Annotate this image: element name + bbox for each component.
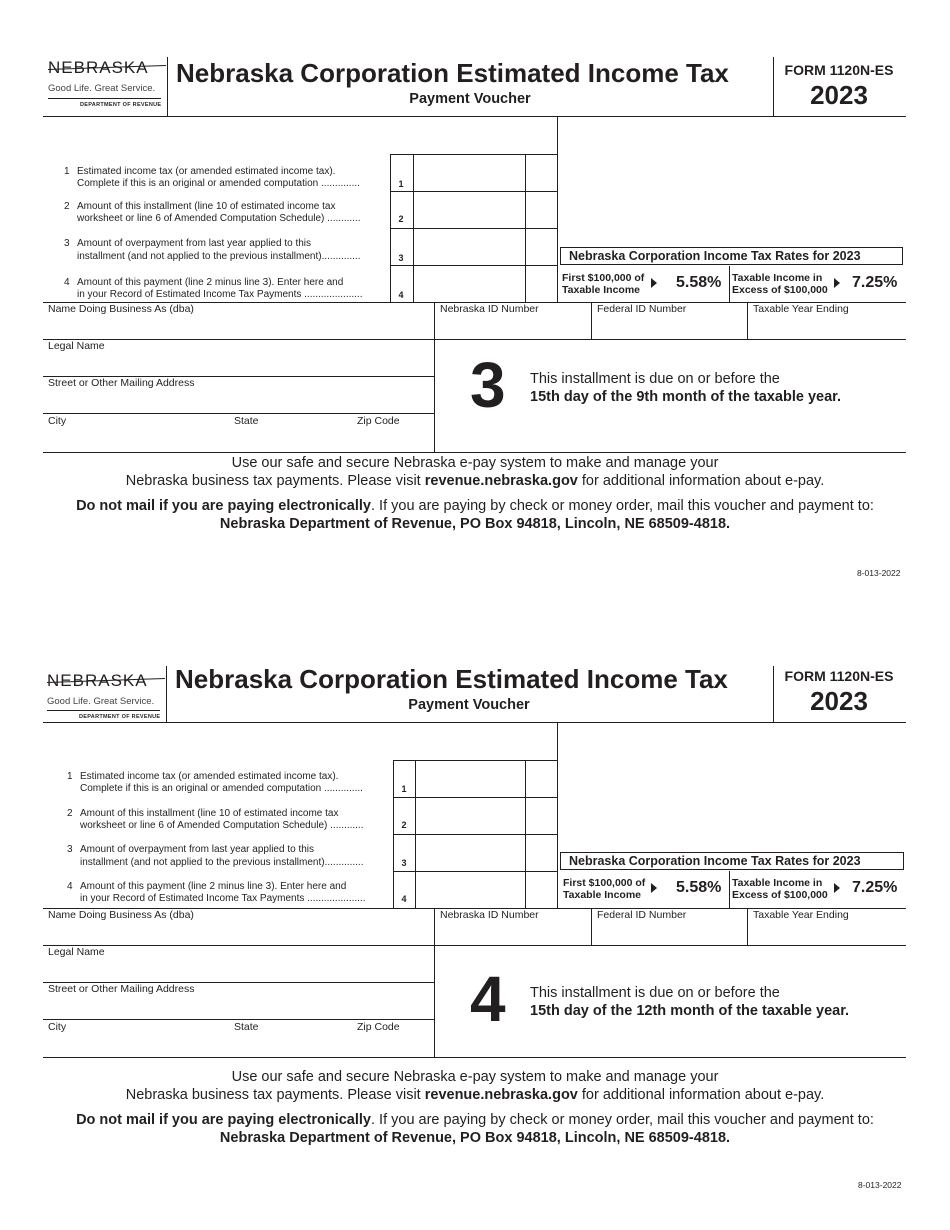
form-year: 2023	[810, 686, 868, 716]
form-title: Nebraska Corporation Estimated Income Tax	[176, 58, 729, 88]
state-label: State	[234, 1021, 259, 1033]
logo-department: DEPARTMENT OF REVENUE	[80, 102, 162, 108]
due-date-line-2: 15th day of the 12th month of the taxable year.	[530, 1003, 850, 1019]
line-4-amount-input[interactable]	[414, 266, 525, 301]
line-3-amount-input[interactable]	[416, 835, 525, 870]
mailing-address: Nebraska Department of Revenue, PO Box 94818, Lincoln, NE 68509-4818.	[219, 516, 731, 532]
line-3-amount-input[interactable]	[414, 229, 525, 264]
installment-number: 4	[470, 963, 506, 1035]
arrow-right-icon	[834, 278, 840, 288]
epay-link[interactable]: revenue.nebraska.gov	[424, 1087, 578, 1103]
dba-label: Name Doing Business As (dba)	[48, 303, 194, 315]
tax-year-ending-label: Taxable Year Ending	[753, 909, 849, 921]
federal-id-label: Federal ID Number	[597, 909, 687, 921]
epay-link[interactable]: revenue.nebraska.gov	[424, 473, 578, 489]
epay-text-2: Nebraska business tax payments. Please visit revenue.nebraska.gov for additional information about e-pay.	[125, 1087, 825, 1103]
street-address-label: Street or Other Mailing Address	[48, 377, 195, 389]
rates-title: Nebraska Corporation Income Tax Rates for 2023	[569, 854, 861, 868]
city-label: City	[48, 415, 67, 427]
street-address-label: Street or Other Mailing Address	[48, 983, 195, 995]
rate-first-label: First $100,000 of Taxable Income	[563, 877, 646, 901]
rate-excess-label: Taxable Income in Excess of $100,000	[732, 877, 828, 901]
rate-excess-value: 7.25%	[852, 274, 898, 291]
form-code: 8-013-2022	[858, 1180, 902, 1190]
epay-text-1: Use our safe and secure Nebraska e-pay system to make and manage your	[231, 1069, 719, 1085]
legal-name-label: Legal Name	[48, 340, 105, 352]
logo-tagline: Good Life. Great Service.	[48, 83, 156, 94]
form-number: FORM 1120N-ES	[784, 668, 894, 684]
rates-title: Nebraska Corporation Income Tax Rates for 2023	[569, 249, 861, 263]
arrow-right-icon	[651, 278, 657, 288]
mailing-address: Nebraska Department of Revenue, PO Box 94818, Lincoln, NE 68509-4818.	[219, 1130, 731, 1146]
epay-text-2: Nebraska business tax payments. Please visit revenue.nebraska.gov for additional information about e-pay.	[125, 473, 825, 489]
arrow-right-icon	[834, 883, 840, 893]
arrow-right-icon	[651, 883, 657, 893]
line-1-amount-input[interactable]	[414, 155, 525, 190]
form-title: Nebraska Corporation Estimated Income Tax	[175, 664, 728, 694]
voucher-installment-3: NEBRASKA Good Life. Great Service. DEPARTMENT OF REVENUE Nebraska Corporation Estimated Income Tax Payment Voucher FORM 1120N-ES 2023 1 Estimated income tax (or amended estimated income tax). Complete if this is an original or amended computation .............. 1 2 Amount of this installment (line 10 of estimated income tax worksheet or line 6 of Amended Computation Schedule) ............ 2 3 Amount of overpayment from last year applied to this installment (and not applied to the previous installment).............. 3 4 Amount of this payment (line 2 minus line 3). Enter here and in your Record of Estimated Income Tax Payments ..................... 4 Nebraska Corporation Income Tax Rates for 2023 First $100,000 of Taxable Income 5.58% Taxable Income in Excess of $100,000 7.25% Name Doing Business As (dba) Nebraska ID Number Federal ID Number Taxable Year Ending Legal Name Street or Other Mailing Address City State Zip Code 3 This installment is due on or before the 15th day of the 9th month of the taxable year. Use our safe and secure Nebraska e-pay system to make and manage your Nebraska business tax payments. Please visit revenue.nebraska.gov for additional information about e-pay. Do not mail if you are paying electronically. If you are paying by check or money order, mail this voucher and payment to: Nebraska Department of Revenue, PO Box 94818, Lincoln, NE 68509-4818. 8-013-2022	[0, 0, 950, 560]
city-label: City	[48, 1021, 67, 1033]
due-date-line-2: 15th day of the 9th month of the taxable year.	[530, 389, 842, 405]
logo-department: DEPARTMENT OF REVENUE	[79, 714, 161, 720]
line-2-amount-input[interactable]	[416, 798, 525, 833]
voucher-installment-4: NEBRASKA Good Life. Great Service. DEPARTMENT OF REVENUE Nebraska Corporation Estimated Income Tax Payment Voucher FORM 1120N-ES 2023 1 Estimated income tax (or amended estimated income tax). Complete if this is an original or amended computation .............. 1 2 Amount of this installment (line 10 of estimated income tax worksheet or line 6 of Amended Computation Schedule) ............ 2 3 Amount of overpayment from last year applied to this installment (and not applied to the previous installment).............. 3 4 Amount of this payment (line 2 minus line 3). Enter here and in your Record of Estimated Income Tax Payments ..................... 4 Nebraska Corporation Income Tax Rates for 2023 First $100,000 of Taxable Income 5.58% Taxable Income in Excess of $100,000 7.25% Name Doing Business As (dba) Nebraska ID Number Federal ID Number Taxable Year Ending Legal Name Street or Other Mailing Address City State Zip Code 4 This installment is due on or before the 15th day of the 12th month of the taxable year. Use our safe and secure Nebraska e-pay system to make and manage your Nebraska business tax payments. Please visit revenue.nebraska.gov for additional information about e-pay. Do not mail if you are paying electronically. If you are paying by check or money order, mail this voucher and payment to: Nebraska Department of Revenue, PO Box 94818, Lincoln, NE 68509-4818. 8-013-2022	[0, 606, 950, 1166]
rates-title-box	[560, 852, 904, 870]
form-code: 8-013-2022	[857, 568, 901, 578]
rates-title-box	[560, 247, 903, 265]
mail-text: Do not mail if you are paying electronically. If you are paying by check or money order, mail this voucher and payment to:	[76, 1112, 874, 1128]
nebraska-logo: NEBRASKA	[47, 671, 148, 690]
form-subtitle: Payment Voucher	[409, 91, 531, 107]
rate-first-value: 5.58%	[676, 274, 722, 291]
nebraska-id-label: Nebraska ID Number	[440, 303, 539, 315]
due-date-line-1: This installment is due on or before the	[530, 371, 780, 387]
zip-code-label: Zip Code	[357, 1021, 400, 1033]
federal-id-label: Federal ID Number	[597, 303, 687, 315]
tax-year-ending-label: Taxable Year Ending	[753, 303, 849, 315]
rate-excess-label: Taxable Income in Excess of $100,000	[732, 272, 828, 296]
epay-text-1: Use our safe and secure Nebraska e-pay system to make and manage your	[231, 455, 719, 471]
installment-number: 3	[470, 349, 506, 421]
mail-text: Do not mail if you are paying electronically. If you are paying by check or money order, mail this voucher and payment to:	[76, 498, 874, 514]
line-1-amount-input[interactable]	[416, 761, 525, 796]
nebraska-logo: NEBRASKA	[48, 58, 149, 77]
form-number: FORM 1120N-ES	[784, 62, 894, 78]
rate-first-label: First $100,000 of Taxable Income	[562, 272, 645, 296]
rate-excess-value: 7.25%	[852, 879, 898, 896]
nebraska-id-label: Nebraska ID Number	[440, 909, 539, 921]
state-label: State	[234, 415, 259, 427]
due-date-line-1: This installment is due on or before the	[530, 985, 780, 1001]
dba-label: Name Doing Business As (dba)	[48, 909, 194, 921]
form-subtitle: Payment Voucher	[408, 697, 530, 713]
form-year: 2023	[810, 80, 868, 110]
legal-name-label: Legal Name	[48, 946, 105, 958]
zip-code-label: Zip Code	[357, 415, 400, 427]
rate-first-value: 5.58%	[676, 879, 722, 896]
logo-tagline: Good Life. Great Service.	[47, 696, 155, 707]
line-2-amount-input[interactable]	[414, 192, 525, 227]
line-4-amount-input[interactable]	[416, 872, 525, 907]
